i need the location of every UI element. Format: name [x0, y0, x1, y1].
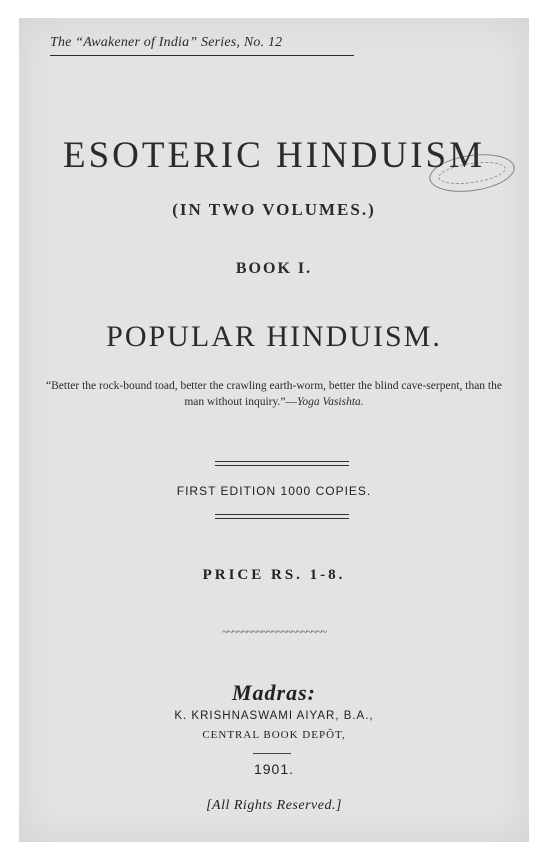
book-number: BOOK I. [235, 260, 313, 277]
book-title: ESOTERIC HINDUISM [62, 135, 486, 176]
title-page [19, 18, 529, 842]
series-underline [50, 55, 354, 56]
publisher-depot: CENTRAL BOOK DEPÔT, [202, 729, 346, 741]
divider-rule-bottom [215, 514, 349, 519]
epigraph-source: Yoga Vasishta. [296, 396, 364, 408]
epigraph-text: “Better the rock-bound toad, better the crawling earth-worm, better the blind cave-serpent, than the man without inquiry.”— [46, 380, 502, 408]
ornamental-divider: ~~~~~~~~~~~~~~~~~~~~~ [222, 626, 326, 638]
publisher-name: K. KRISHNASWAMI AIYAR, B.A., [174, 710, 374, 722]
divider-rule-top [215, 461, 349, 466]
volumes-note: (IN TWO VOLUMES.) [172, 200, 376, 219]
edition-note: FIRST EDITION 1000 COPIES. [176, 484, 372, 498]
rights-notice: [All Rights Reserved.] [206, 798, 342, 813]
short-divider [253, 753, 291, 754]
book-subtitle: POPULAR HINDUISM. [106, 320, 442, 353]
publication-place: Madras: [231, 680, 316, 705]
publication-year: 1901. [253, 761, 295, 777]
series-line: The “Awakener of India” Series, No. 12 [50, 35, 283, 50]
epigraph [39, 378, 509, 410]
price: PRICE RS. 1-8. [202, 567, 346, 583]
